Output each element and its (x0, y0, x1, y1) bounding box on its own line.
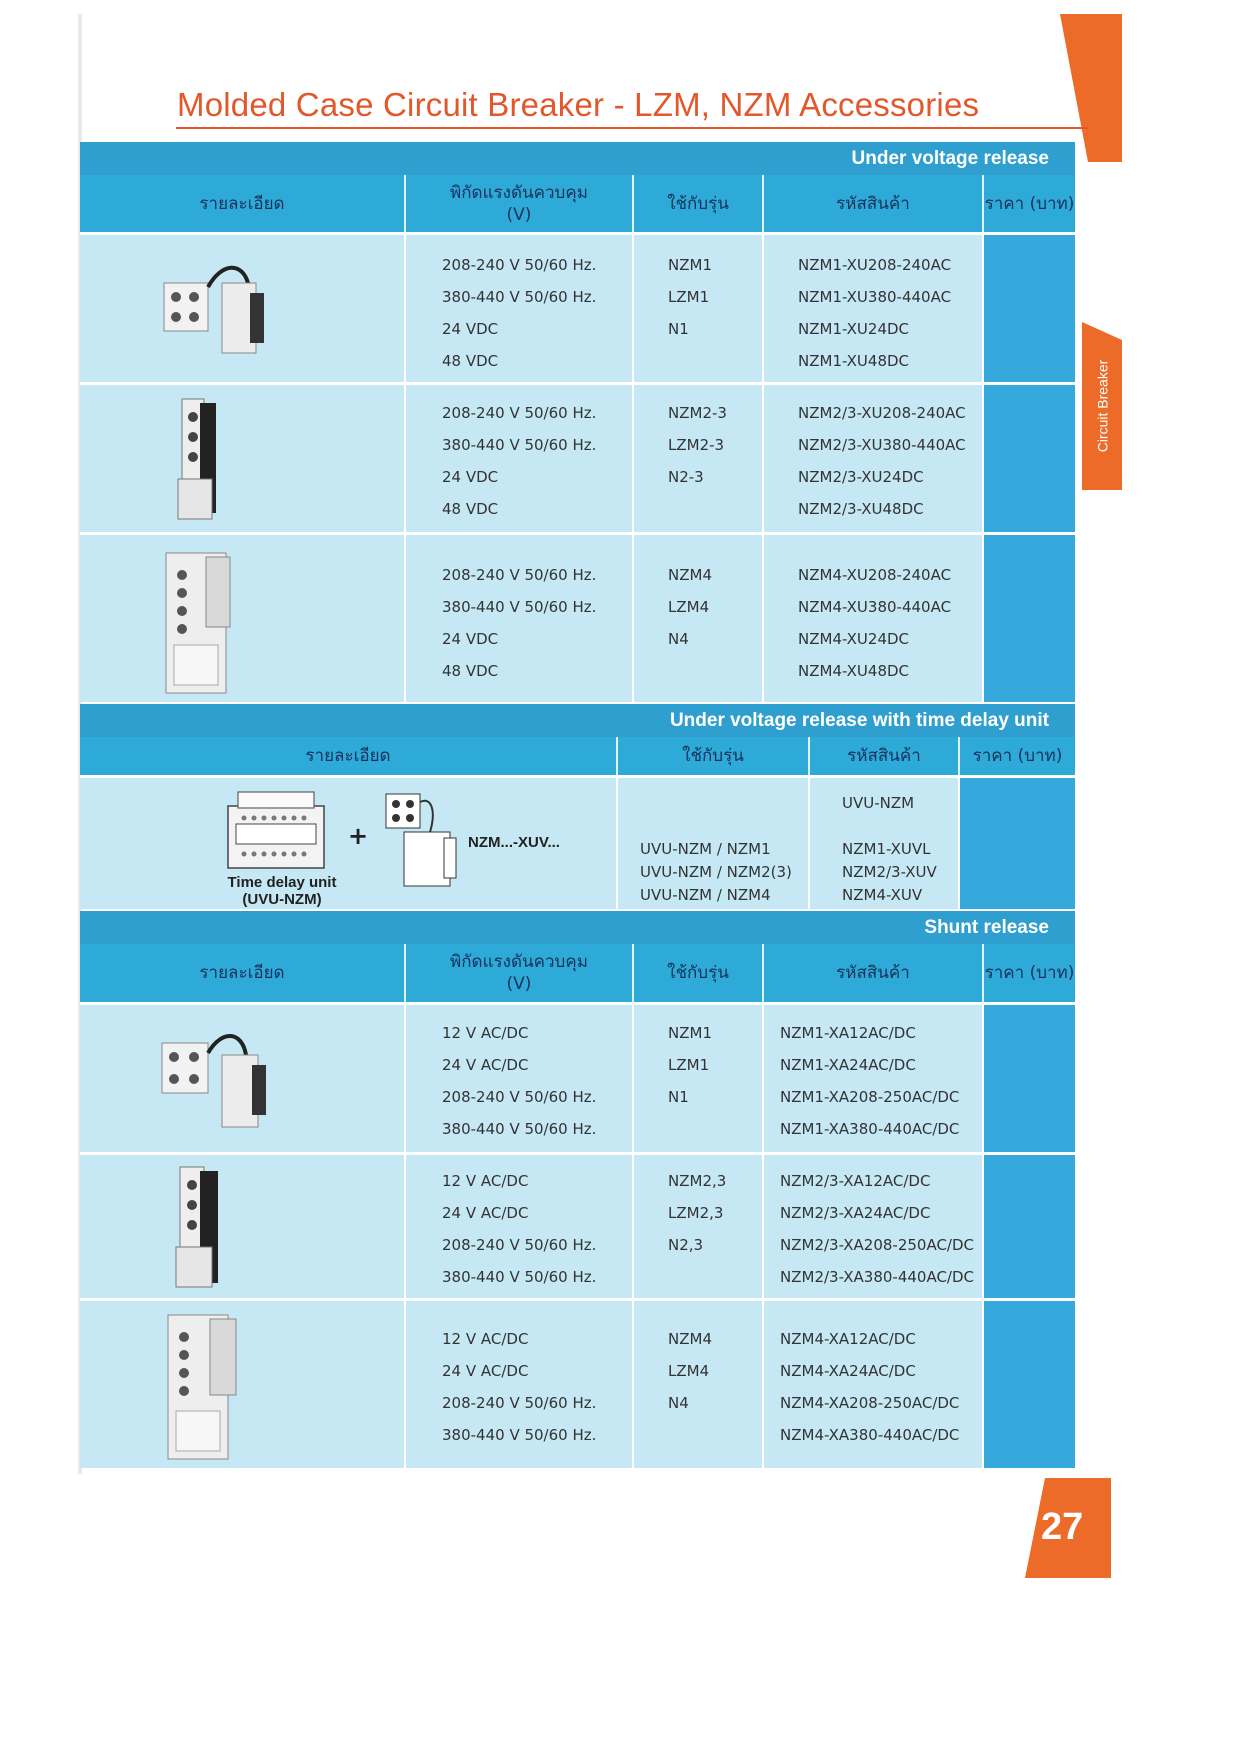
product-code: NZM1-XA380-440AC/DC (780, 1120, 960, 1138)
image-cell (80, 235, 406, 382)
voltage-value: 48 VDC (442, 352, 499, 370)
table-header (80, 944, 1075, 1002)
code-cell (764, 1005, 984, 1152)
voltage-value: 48 VDC (442, 500, 499, 518)
section-bar-uvr-delay (80, 704, 1075, 737)
title-underline (176, 127, 1088, 129)
voltage-cell (406, 535, 634, 702)
model-value: UVU-NZM / NZM1 (640, 840, 771, 858)
page-title: Molded Case Circuit Breaker - LZM, NZM Accessories (177, 86, 980, 123)
product-code: NZM2/3-XA12AC/DC (780, 1172, 931, 1190)
voltage-value: 208-240 V 50/60 Hz. (442, 256, 597, 274)
product-code: NZM1-XU24DC (798, 320, 910, 338)
model-value: N2-3 (668, 468, 704, 486)
product-code: NZM2/3-XU24DC (798, 468, 924, 486)
header-models: ใช้กับรุ่น (618, 737, 810, 775)
voltage-cell (406, 1155, 634, 1298)
model-value: NZM2,3 (668, 1172, 727, 1190)
voltage-value: 380-440 V 50/60 Hz. (442, 598, 597, 616)
product-code: NZM4-XA208-250AC/DC (780, 1394, 960, 1412)
code-cell (764, 1301, 984, 1468)
price-cell (984, 1301, 1075, 1468)
product-code: NZM2/3-XU208-240AC (798, 404, 966, 422)
product-code: NZM4-XU208-240AC (798, 566, 952, 584)
product-code: NZM4-XU24DC (798, 630, 910, 648)
header-voltage: พิกัดแรงดันควบคุม (V) (406, 175, 634, 232)
product-code: NZM1-XU208-240AC (798, 256, 952, 274)
product-code: NZM1-XU380-440AC (798, 288, 952, 306)
voltage-value: 380-440 V 50/60 Hz. (442, 436, 597, 454)
model-value: LZM2,3 (668, 1204, 724, 1222)
voltage-cell (406, 385, 634, 532)
voltage-value: 380-440 V 50/60 Hz. (442, 1268, 597, 1286)
voltage-cell (406, 1005, 634, 1152)
header-code: รหัสสินค้า (764, 944, 984, 1002)
section-bar-uvr (80, 142, 1075, 175)
models-cell (634, 235, 764, 382)
voltage-value: 12 V AC/DC (442, 1172, 529, 1190)
image-cell (80, 535, 406, 702)
code-cell (764, 535, 984, 702)
time-delay-unit-image (226, 790, 328, 872)
table-row (80, 1152, 1075, 1298)
product-code: NZM2/3-XU380-440AC (798, 436, 966, 454)
voltage-value: 380-440 V 50/60 Hz. (442, 1426, 597, 1444)
model-value: LZM4 (668, 1362, 710, 1380)
section-title: Shunt release (924, 916, 1049, 938)
table-row (80, 382, 1075, 532)
price-cell (984, 385, 1075, 532)
voltage-value: 12 V AC/DC (442, 1330, 529, 1348)
header-code: รหัสสินค้า (810, 737, 960, 775)
product-code: NZM2/3-XUV (842, 863, 937, 881)
product-code: UVU-NZM (842, 794, 915, 812)
table-row (80, 1298, 1075, 1468)
table-header (80, 737, 1075, 775)
price-cell (960, 778, 1075, 909)
undervoltage-release-image (162, 257, 277, 357)
models-cell (634, 535, 764, 702)
price-cell (984, 1155, 1075, 1298)
model-value: NZM2-3 (668, 404, 727, 422)
product-code: NZM2/3-XA208-250AC/DC (780, 1236, 975, 1254)
model-value: NZM4 (668, 1330, 712, 1348)
voltage-cell (406, 1301, 634, 1468)
table-header (80, 175, 1075, 232)
product-code: NZM4-XUV (842, 886, 923, 904)
code-cell (764, 1155, 984, 1298)
model-value: NZM1 (668, 256, 712, 274)
voltage-value: 24 VDC (442, 320, 499, 338)
models-cell (634, 1005, 764, 1152)
models-cell (618, 778, 810, 909)
model-value: LZM1 (668, 1056, 710, 1074)
header-description: รายละเอียด (80, 737, 618, 775)
price-cell (984, 235, 1075, 382)
section-bar-shunt (80, 911, 1075, 944)
product-code: NZM4-XA12AC/DC (780, 1330, 916, 1348)
shunt-release-image (160, 1027, 280, 1132)
voltage-value: 48 VDC (442, 662, 499, 680)
voltage-value: 24 V AC/DC (442, 1056, 529, 1074)
code-cell (810, 778, 960, 909)
table-row (80, 532, 1075, 702)
header-voltage: พิกัดแรงดันควบคุม (V) (406, 944, 634, 1002)
product-code: NZM1-XA24AC/DC (780, 1056, 916, 1074)
table-row (80, 775, 1075, 909)
product-code: NZM2/3-XA24AC/DC (780, 1204, 931, 1222)
code-cell (764, 235, 984, 382)
shunt-release-image (174, 1163, 230, 1293)
model-value: N1 (668, 1088, 689, 1106)
page-number: 27 (1041, 1506, 1084, 1548)
section-title: Under voltage release with time delay unit (669, 709, 1049, 731)
voltage-value: 24 VDC (442, 630, 499, 648)
shunt-release-image (162, 1311, 246, 1463)
models-cell (634, 1155, 764, 1298)
product-code: NZM2/3-XA380-440AC/DC (780, 1268, 975, 1286)
header-description: รายละเอียด (80, 175, 406, 232)
voltage-value: 208-240 V 50/60 Hz. (442, 566, 597, 584)
price-cell (984, 535, 1075, 702)
header-models: ใช้กับรุ่น (634, 944, 764, 1002)
header-description: รายละเอียด (80, 944, 406, 1002)
voltage-value: 12 V AC/DC (442, 1024, 529, 1042)
undervoltage-release-image (176, 395, 226, 525)
voltage-value: 208-240 V 50/60 Hz. (442, 404, 597, 422)
voltage-value: 380-440 V 50/60 Hz. (442, 288, 597, 306)
table-row (80, 232, 1075, 382)
image-cell (80, 1301, 406, 1468)
description-cell (80, 778, 618, 909)
time-delay-unit-label: Time delay unit (227, 874, 337, 891)
product-code: NZM2/3-XU48DC (798, 500, 924, 518)
product-code: NZM4-XU48DC (798, 662, 910, 680)
undervoltage-release-image (380, 792, 466, 892)
product-code: NZM4-XA380-440AC/DC (780, 1426, 960, 1444)
price-cell (984, 1005, 1075, 1152)
side-tab (1082, 322, 1122, 490)
model-value: N2,3 (668, 1236, 704, 1254)
code-cell (764, 385, 984, 532)
voltage-value: 380-440 V 50/60 Hz. (442, 1120, 597, 1138)
product-code: NZM1-XA12AC/DC (780, 1024, 916, 1042)
side-tab-label: Circuit Breaker (1094, 359, 1110, 453)
model-value: LZM2-3 (668, 436, 725, 454)
header-models: ใช้กับรุ่น (634, 175, 764, 232)
model-value: UVU-NZM / NZM4 (640, 886, 771, 904)
page-number-badge (1025, 1478, 1111, 1578)
model-value: NZM4 (668, 566, 712, 584)
voltage-value: 24 VDC (442, 468, 499, 486)
voltage-value: 208-240 V 50/60 Hz. (442, 1236, 597, 1254)
header-price: ราคา (บาท) (984, 193, 1075, 214)
voltage-value: 24 V AC/DC (442, 1362, 529, 1380)
models-cell (634, 385, 764, 532)
model-value: UVU-NZM / NZM2(3) (640, 863, 792, 881)
product-code: NZM4-XA24AC/DC (780, 1362, 916, 1380)
model-value: LZM1 (668, 288, 710, 306)
product-code: NZM1-XA208-250AC/DC (780, 1088, 960, 1106)
product-code: NZM1-XU48DC (798, 352, 910, 370)
model-value: LZM4 (668, 598, 710, 616)
voltage-value: 208-240 V 50/60 Hz. (442, 1394, 597, 1412)
header-code: รหัสสินค้า (764, 175, 984, 232)
model-value: N1 (668, 320, 689, 338)
model-value: NZM1 (668, 1024, 712, 1042)
image-cell (80, 385, 406, 532)
section-title: Under voltage release (851, 147, 1049, 169)
time-delay-unit-code: (UVU-NZM) (242, 891, 322, 908)
image-cell (80, 1155, 406, 1298)
header-price: ราคา (บาท) (972, 746, 1063, 766)
model-value: N4 (668, 630, 689, 648)
release-label: NZM...-XUV... (468, 834, 560, 851)
model-value: N4 (668, 1394, 689, 1412)
plus-sign: + (348, 822, 369, 850)
corner-accent (1060, 14, 1122, 162)
voltage-value: 208-240 V 50/60 Hz. (442, 1088, 597, 1106)
product-code: NZM4-XU380-440AC (798, 598, 952, 616)
product-code: NZM1-XUVL (842, 840, 931, 858)
table-row (80, 1002, 1075, 1152)
undervoltage-release-image (160, 547, 240, 697)
header-price: ราคา (บาท) (984, 963, 1075, 983)
voltage-cell (406, 235, 634, 382)
models-cell (634, 1301, 764, 1468)
voltage-value: 24 V AC/DC (442, 1204, 529, 1222)
image-cell (80, 1005, 406, 1152)
